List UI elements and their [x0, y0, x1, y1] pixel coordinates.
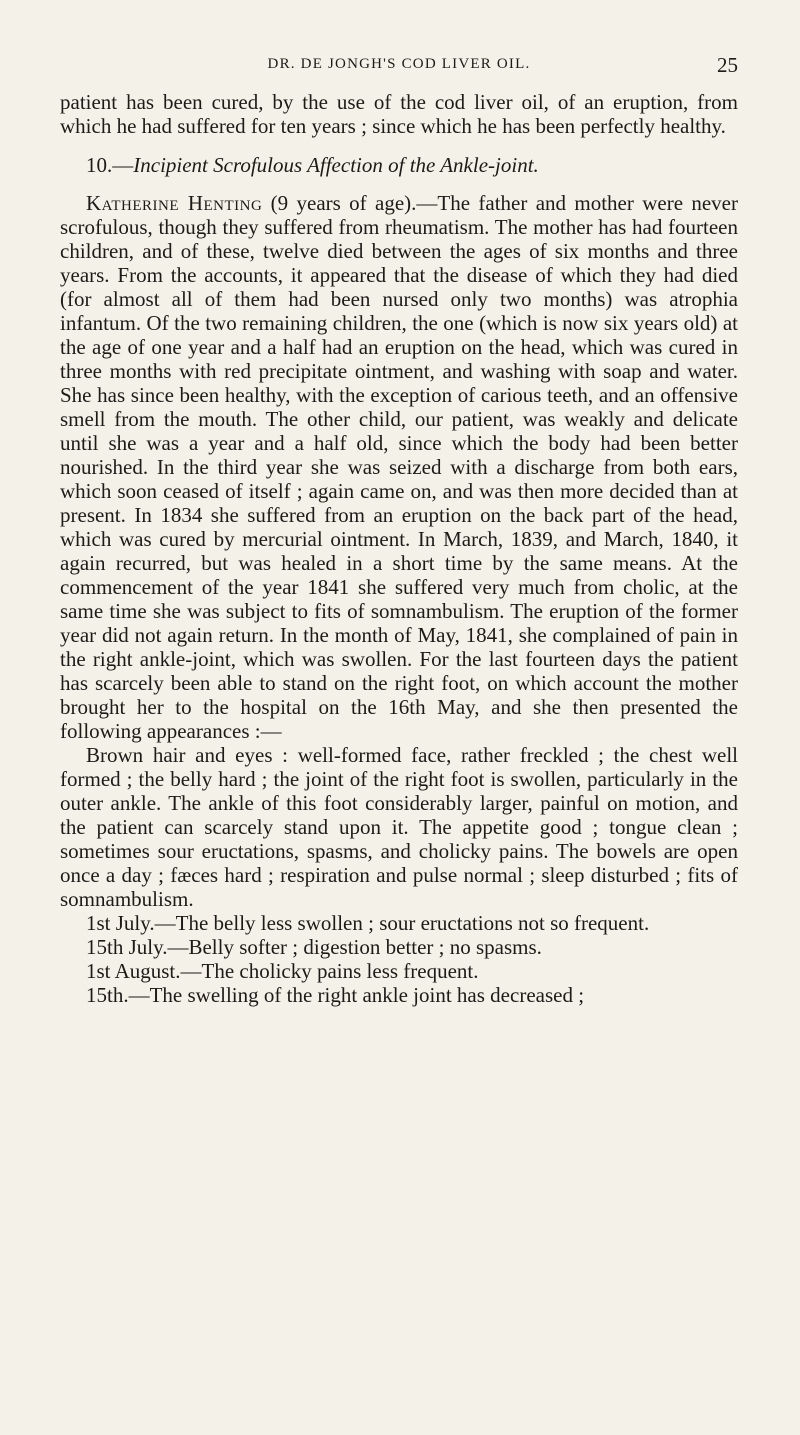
body-text [60, 90, 738, 1007]
paragraph-july-1: 1st July.—The belly less swollen ; sour eructations not so frequent. [86, 911, 650, 935]
paragraph-continuation: patient has been cured, by the use of the cod liver oil, of an eruption, from which he had suffered for ten years ; since which he has been perfectly healthy. [60, 90, 738, 138]
section-number: 10.— [86, 153, 134, 177]
paragraph-august-1: 1st August.—The cholicky pains less frequent. [86, 959, 479, 983]
running-title: DR. DE JONGH'S COD LIVER OIL. [267, 56, 531, 72]
paragraph-july-15: 15th July.—Belly softer ; digestion better ; no spasms. [86, 935, 542, 959]
page-number: 25 [717, 53, 738, 77]
section-title: Incipient Scrofulous Affection of the Ankle-joint. [133, 153, 539, 177]
section-heading [60, 153, 738, 177]
running-head [60, 53, 738, 90]
case-history-text: (9 years of age).—The father and mother were never scrofulous, though they suffered from rheumatism. The mother has had fourteen children, and of these, twelve died between the ages of six months and three years. From the accounts, it appeared that the disease of which they had died (for almost all of them had been nursed only two months) was atrophia infantum. Of the two remaining children, the one (which is now six years old) at the age of one year and a half had an eruption on the head, which was cured in three months with red precipitate ointment, and washing with soap and water. She has since been healthy, with the exception of carious teeth, and an offensive smell from the mouth. The other child, our patient, was weakly and delicate until she was a year and a half old, since which the body had been better nourished. In the third year she was seized with a discharge from both ears, which soon ceased of itself ; again came on, and was then more decided than at present. In 1834 she suffered from an eruption on the back part of the head, which was cured by mercurial ointment. In March, 1839, and March, 1840, it again recurred, but was healed in a short time by the same means. At the commencement of the year 1841 she suffered very much from cholic, at the same time she was subject to fits of somnambulism. The eruption of the former year did not again return. In the month of May, 1841, she complained of pain in the right ankle-joint, which was swollen. For the last fourteen days the patient has scarcely been able to stand on the right foot, on which account the mother brought her to the hospital on the 16th May, and she then presented the following appearances :— [60, 191, 738, 743]
paragraph-case-history [60, 191, 738, 743]
patient-name: Katherine Henting [86, 191, 263, 215]
paragraph-appearances: Brown hair and eyes : well-formed face, rather freckled ; the chest well formed ; the belly hard ; the joint of the right foot is swollen, particularly in the outer ankle. The ankle of this foot considerably larger, painful on motion, and the patient can scarcely stand upon it. The appetite good ; tongue clean ; sometimes sour eructations, spasms, and cholicky pains. The bowels are open once a day ; fæces hard ; respiration and pulse normal ; sleep disturbed ; fits of somnambulism. [60, 743, 738, 911]
paragraph-august-15: 15th.—The swelling of the right ankle joint has decreased ; [86, 983, 585, 1007]
